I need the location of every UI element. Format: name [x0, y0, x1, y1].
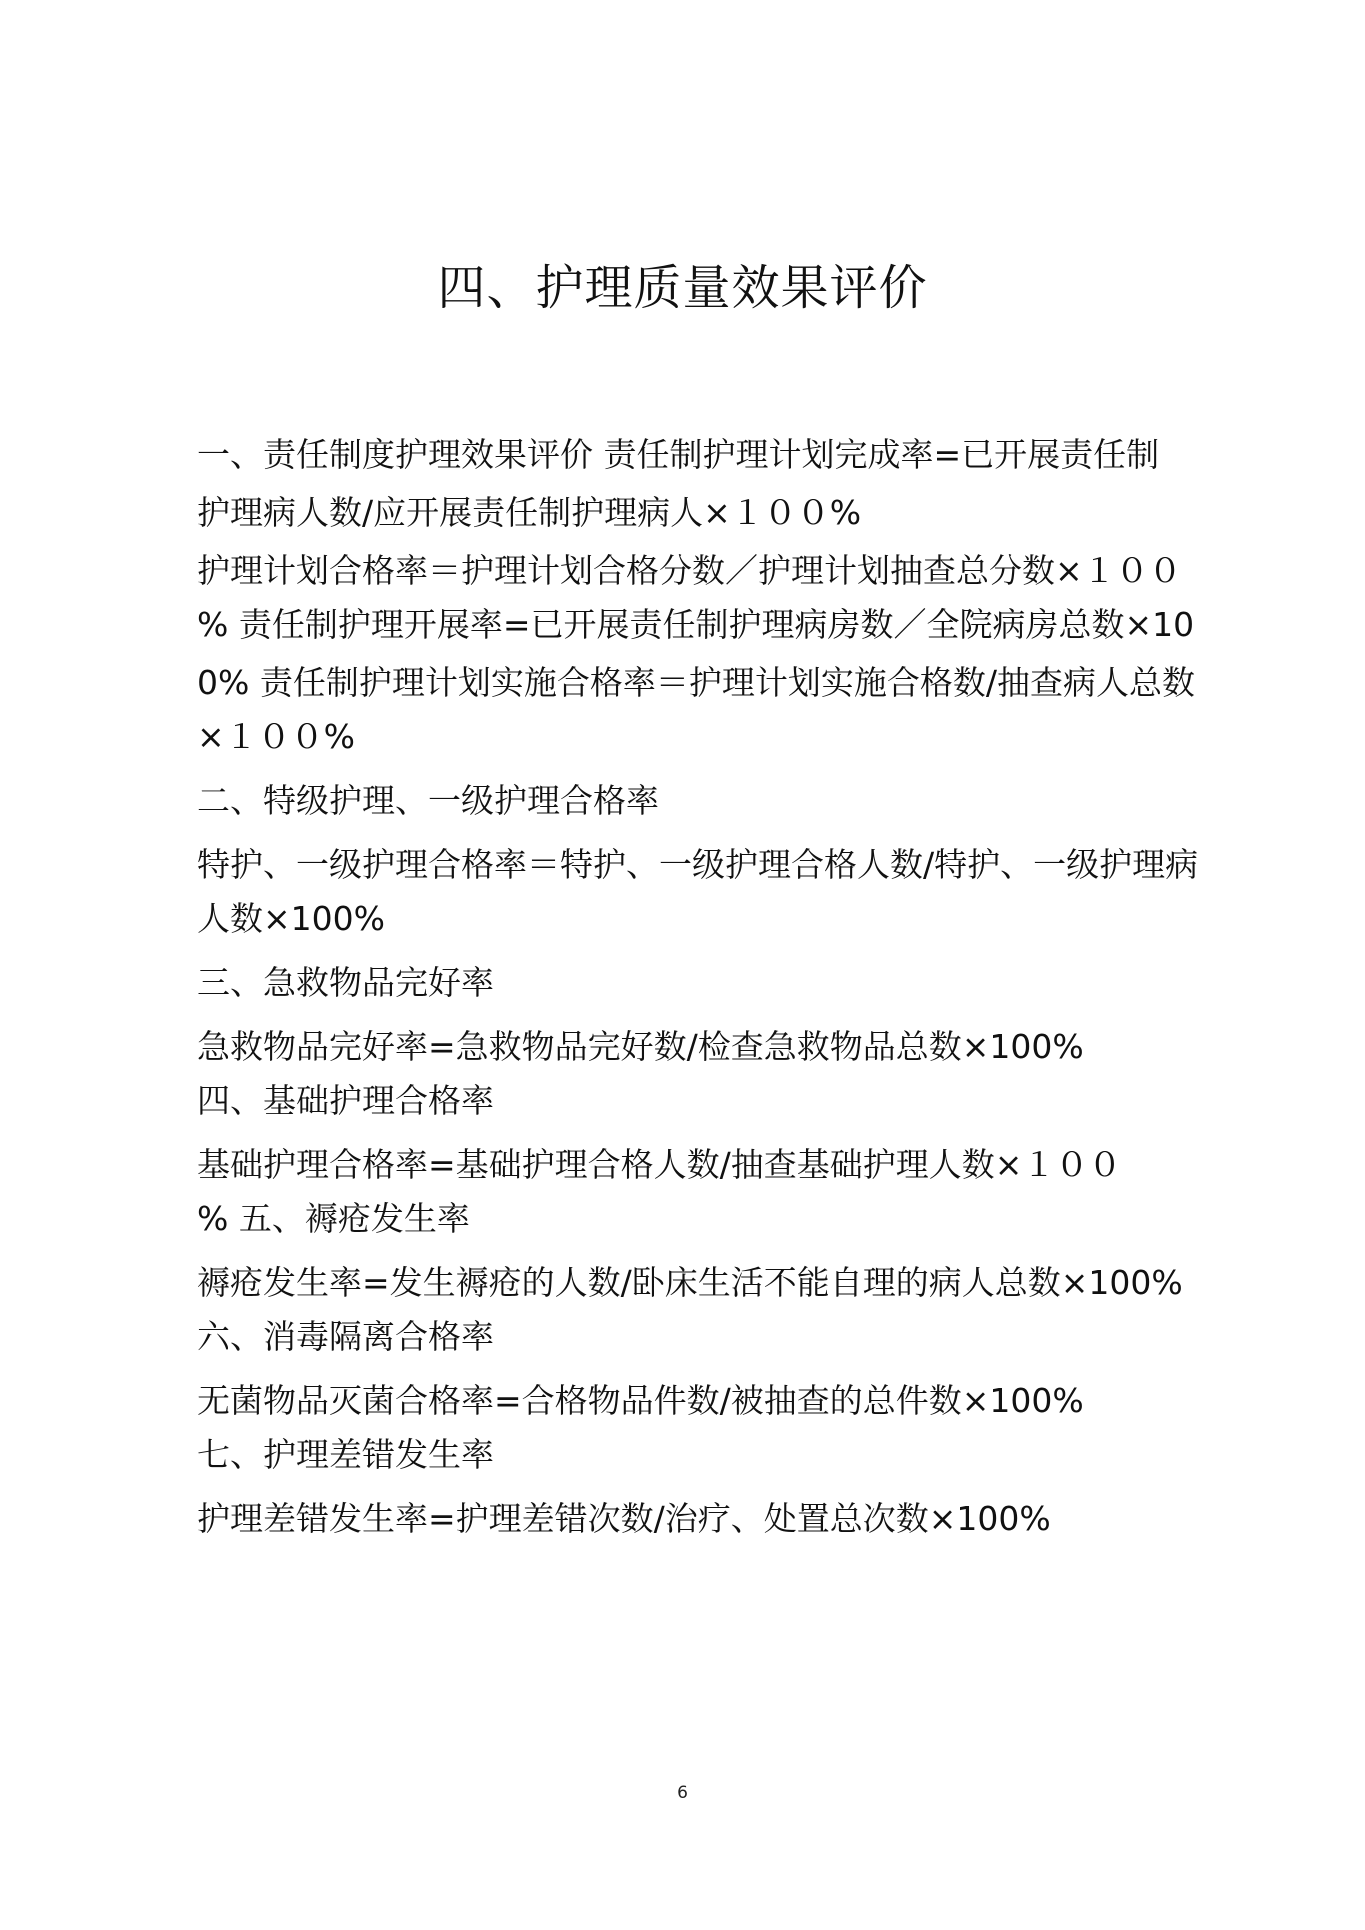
document-body — [197, 428, 1257, 1546]
text-line: 基础护理合格率=基础护理合格人数/抽查基础护理人数×１００ — [197, 1145, 1122, 1184]
text-line: 护理病人数/应开展责任制护理病人×１００% — [197, 493, 862, 532]
page-title: 四、护理质量效果评价 — [437, 260, 928, 316]
text-line: 急救物品完好率=急救物品完好数/检查急救物品总数×100% — [197, 1027, 1084, 1066]
text-line: 0% 责任制护理计划实施合格率＝护理计划实施合格数/抽查病人总数 — [197, 663, 1195, 702]
text-line: 褥疮发生率=发生褥疮的人数/卧床生活不能自理的病人总数×100% — [197, 1263, 1183, 1302]
section-heading: 三、急救物品完好率 — [197, 963, 494, 1002]
text-line: 无菌物品灭菌合格率=合格物品件数/被抽查的总件数×100% — [197, 1381, 1084, 1420]
section-heading: 四、基础护理合格率 — [197, 1081, 494, 1120]
text-line: 护理差错发生率=护理差错次数/治疗、处置总次数×100% — [197, 1499, 1051, 1538]
text-line: 护理计划合格率＝护理计划合格分数／护理计划抽查总分数×１００ — [197, 551, 1182, 590]
section-heading: 七、护理差错发生率 — [197, 1435, 494, 1474]
text-line: 特护、一级护理合格率＝特护、一级护理合格人数/特护、一级护理病 — [197, 845, 1199, 884]
text-line: % 五、褥疮发生率 — [197, 1199, 470, 1238]
section-heading: 二、特级护理、一级护理合格率 — [197, 781, 659, 820]
text-line: 一、责任制度护理效果评价 责任制护理计划完成率=已开展责任制 — [197, 435, 1160, 474]
section-heading: 六、消毒隔离合格率 — [197, 1317, 494, 1356]
text-line: ×１００% — [197, 717, 356, 756]
text-line: % 责任制护理开展率=已开展责任制护理病房数／全院病房总数×10 — [197, 605, 1195, 644]
text-line: 人数×100% — [197, 899, 385, 938]
page-number: 6 — [677, 1783, 688, 1803]
